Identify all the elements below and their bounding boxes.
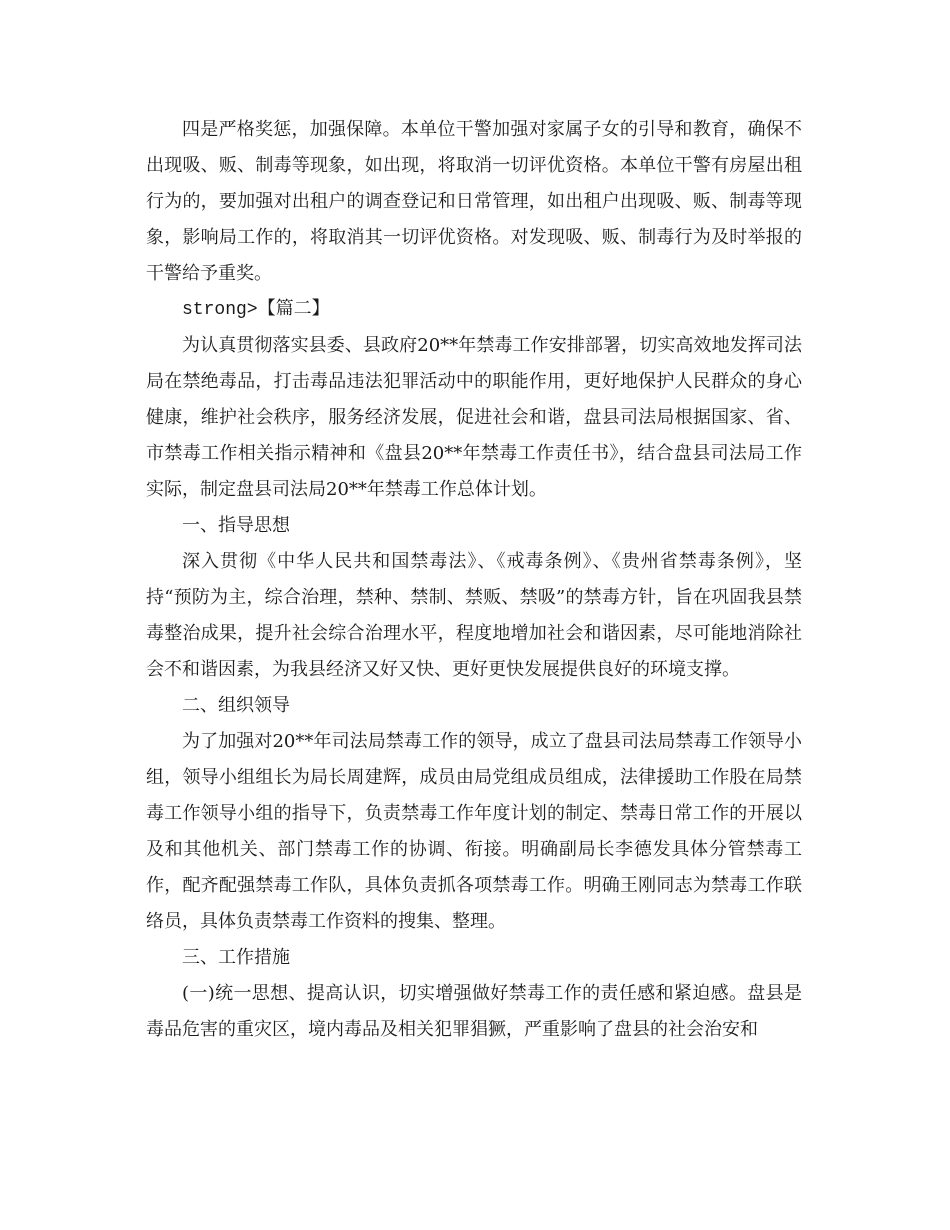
- section-heading-organization: 二、组织领导: [182, 695, 290, 716]
- section-heading-part-two: strong>【篇二】: [182, 300, 330, 320]
- paragraph-rewards-penalties: 四是严格奖惩，加强保障。本单位干警加强对家属子女的引导和教育，确保不出现吸、贩、制毒等现象，如出现，将取消一切评优资格。本单位干警有房屋出租行为的，要加强对出租户的调查登记和日常管理，如出租户出现吸、贩、制毒等现象，影响局工作的，将取消其一切评优资格。对发现吸、贩、制毒行为及时举报的干警给予重奖。: [146, 119, 802, 284]
- document-page: [146, 112, 802, 1048]
- section-heading-guiding-thought: 一、指导思想: [182, 515, 290, 536]
- paragraph-intro: 为认真贯彻落实县委、县政府20**年禁毒工作安排部署，切实高效地发挥司法局在禁绝毒品，打击毒品违法犯罪活动中的职能作用，更好地保护人民群众的身心健康，维护社会秩序，服务经济发展，促进社会和谐，盘县司法局根据国家、省、市禁毒工作相关指示精神和《盘县20**年禁毒工作责任书》，结合盘县司法局工作实际，制定盘县司法局20**年禁毒工作总体计划。: [146, 335, 802, 500]
- paragraph-organization: 为了加强对20**年司法局禁毒工作的领导，成立了盘县司法局禁毒工作领导小组，领导小组组长为局长周建辉，成员由局党组成员组成，法律援助工作股在局禁毒工作领导小组的指导下，负责禁毒工作年度计划的制定、禁毒日常工作的开展以及和其他机关、部门禁毒工作的协调、衔接。明确副局长李德发具体分管禁毒工作，配齐配强禁毒工作队，具体负责抓各项禁毒工作。明确王刚同志为禁毒工作联络员，具体负责禁毒工作资料的搜集、整理。: [146, 731, 802, 932]
- paragraph-guiding-thought: 深入贯彻《中华人民共和国禁毒法》、《戒毒条例》、《贵州省禁毒条例》，坚持“预防为主，综合治理，禁种、禁制、禁贩、禁吸”的禁毒方针，旨在巩固我县禁毒整治成果，提升社会综合治理水平，程度地增加社会和谐因素，尽可能地消除社会不和谐因素，为我县经济又好又快、更好更快发展提供良好的环境支撑。: [146, 551, 802, 680]
- section-heading-measures: 三、工作措施: [182, 947, 290, 968]
- paragraph-measures-1: (一)统一思想、提高认识，切实增强做好禁毒工作的责任感和紧迫感。盘县是毒品危害的重灾区，境内毒品及相关犯罪猖獗，严重影响了盘县的社会治安和: [146, 983, 802, 1040]
